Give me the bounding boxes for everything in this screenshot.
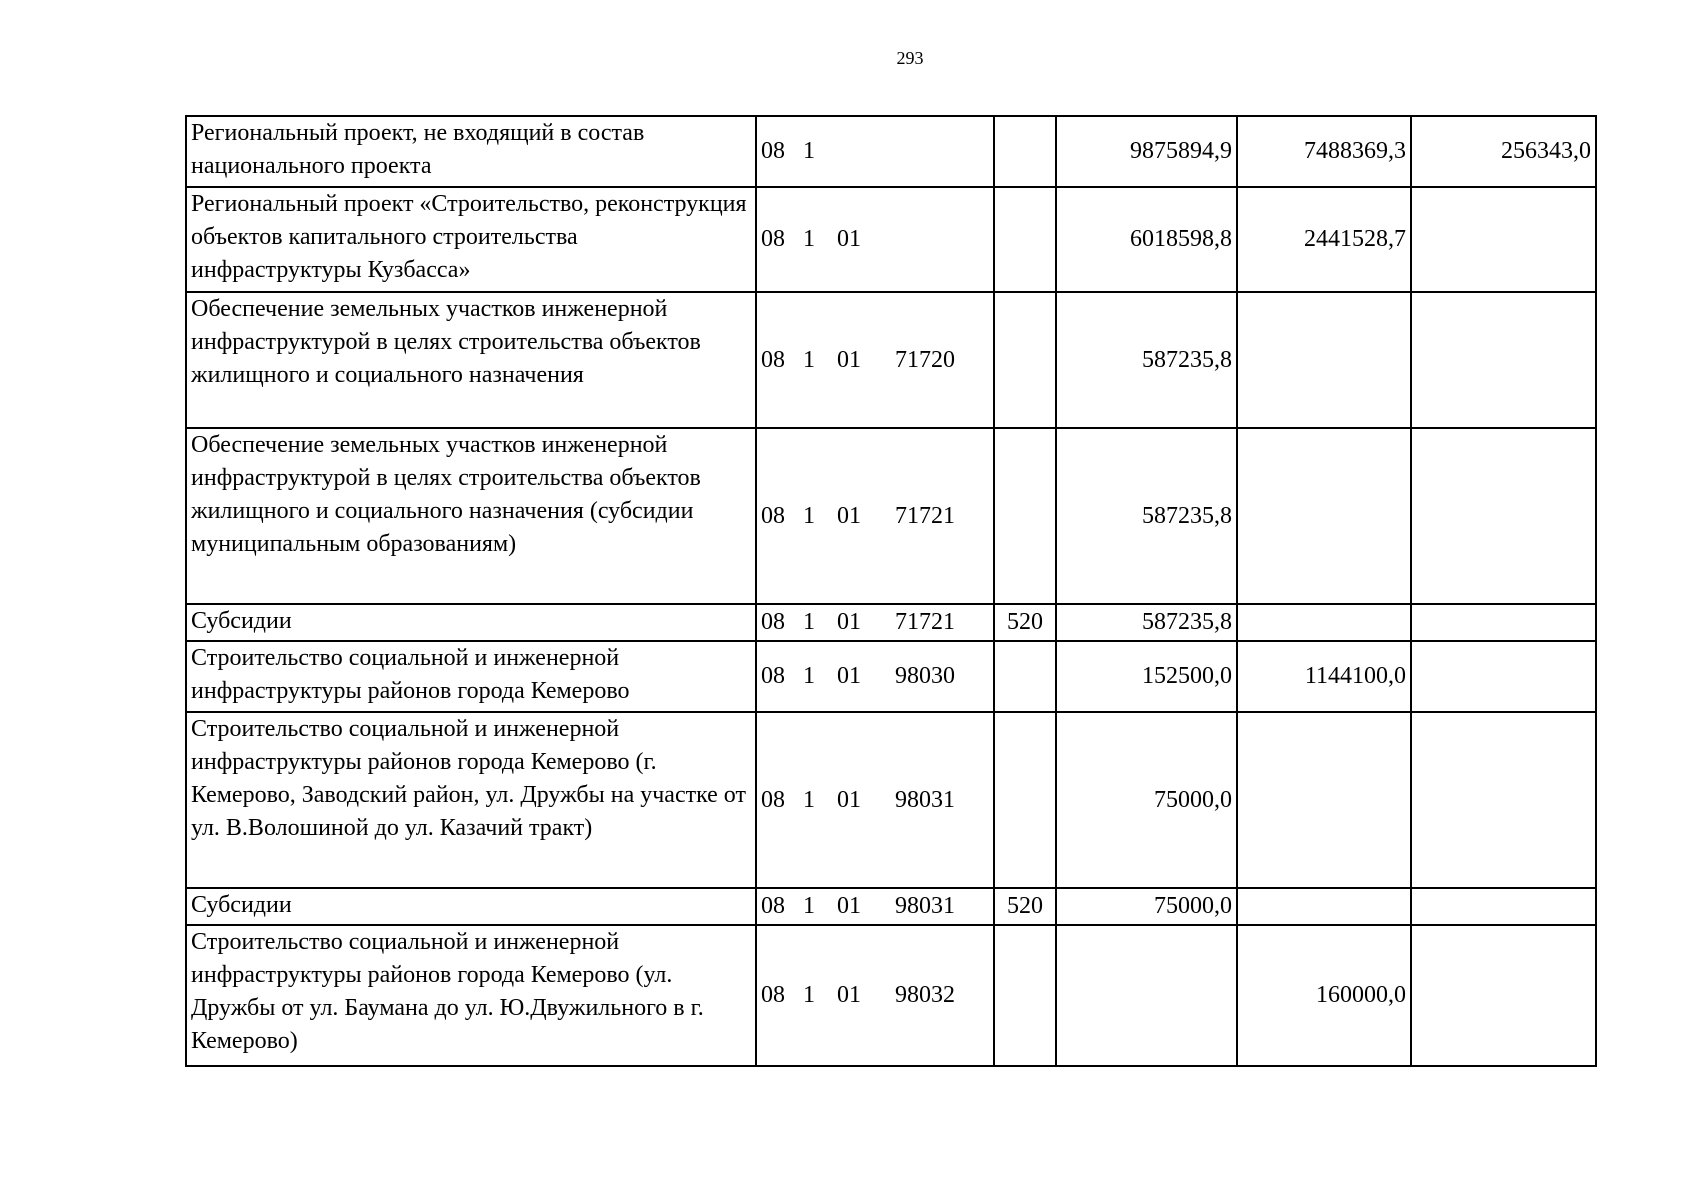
subprogram-code: 1 [803,502,815,529]
sum-year-3 [1411,292,1596,428]
program-code: 08 [761,138,785,164]
program-code: 08 [761,663,785,689]
program-code: 08 [761,346,785,373]
row-code [756,712,994,888]
sum-year-1: 6018598,8 [1056,187,1237,292]
expense-type [994,641,1056,712]
expense-type [994,187,1056,292]
project-code: 01 [837,982,861,1008]
subprogram-code: 1 [803,609,815,635]
program-code: 08 [761,502,785,529]
sum-year-2 [1237,428,1411,604]
expense-type [994,925,1056,1066]
sum-year-1: 587235,8 [1056,428,1237,604]
row-code [756,187,994,292]
subprogram-code: 1 [803,663,815,689]
sum-year-1: 587235,8 [1056,604,1237,641]
sum-year-2 [1237,604,1411,641]
expense-type: 520 [994,604,1056,641]
sum-year-3 [1411,712,1596,888]
direction-code: 98031 [895,893,955,919]
sum-year-3 [1411,428,1596,604]
program-code: 08 [761,786,785,813]
direction-code: 98031 [895,786,955,813]
budget-table-body [186,116,1596,1066]
sum-year-3 [1411,187,1596,292]
sum-year-1: 587235,8 [1056,292,1237,428]
row-name: Строительство социальной и инженерной инфраструктуры районов города Кемерово [186,641,756,712]
sum-year-1: 152500,0 [1056,641,1237,712]
row-name: Субсидии [186,888,756,925]
row-code [756,641,994,712]
table-row [186,428,1596,604]
expense-type [994,712,1056,888]
sum-year-3 [1411,641,1596,712]
sum-year-2: 1144100,0 [1237,641,1411,712]
direction-code: 71721 [895,609,955,635]
sum-year-2: 7488369,3 [1237,116,1411,187]
direction-code: 71720 [895,346,955,373]
expense-type [994,116,1056,187]
row-name: Региональный проект, не входящий в состав национального проекта [186,116,756,187]
subprogram-code: 1 [803,893,815,919]
program-code: 08 [761,982,785,1008]
sum-year-2 [1237,712,1411,888]
project-code: 01 [837,663,861,689]
subprogram-code: 1 [803,982,815,1008]
program-code: 08 [761,609,785,635]
table-row [186,888,1596,925]
table-row [186,712,1596,888]
row-name: Обеспечение земельных участков инженерной инфраструктурой в целях строительства объектов жилищного и социального назначения [186,292,756,428]
table-row [186,925,1596,1066]
row-name: Строительство социальной и инженерной инфраструктуры районов города Кемерово (г. Кемерово, Заводский район, ул. Дружбы на участке от ул. В.Волошиной до ул. Казачий тракт) [186,712,756,888]
program-code: 08 [761,893,785,919]
program-code: 08 [761,226,785,252]
subprogram-code: 1 [803,346,815,373]
subprogram-code: 1 [803,138,815,164]
row-code [756,292,994,428]
table-row [186,292,1596,428]
row-code [756,428,994,604]
expense-type [994,292,1056,428]
sum-year-1: 75000,0 [1056,712,1237,888]
sum-year-2: 2441528,7 [1237,187,1411,292]
page-number: 293 [896,48,924,68]
sum-year-1: 75000,0 [1056,888,1237,925]
sum-year-2: 160000,0 [1237,925,1411,1066]
table-row [186,641,1596,712]
sum-year-3 [1411,604,1596,641]
row-code [756,116,994,187]
direction-code: 71721 [895,502,955,529]
row-code [756,925,994,1066]
sum-year-1: 9875894,9 [1056,116,1237,187]
subprogram-code: 1 [803,226,815,252]
table-row [186,187,1596,292]
direction-code: 98030 [895,663,955,689]
sum-year-1 [1056,925,1237,1066]
row-name: Обеспечение земельных участков инженерной инфраструктурой в целях строительства объектов жилищного и социального назначения (субсидии муниципальным образованиям) [186,428,756,604]
expense-type: 520 [994,888,1056,925]
project-code: 01 [837,893,861,919]
row-name: Строительство социальной и инженерной инфраструктуры районов города Кемерово (ул. Дружбы от ул. Баумана до ул. Ю.Двужильного в г. Кемерово) [186,925,756,1066]
table-row [186,116,1596,187]
sum-year-2 [1237,888,1411,925]
sum-year-3 [1411,888,1596,925]
row-code [756,888,994,925]
expense-type [994,428,1056,604]
budget-table [185,115,1597,1067]
project-code: 01 [837,226,861,252]
subprogram-code: 1 [803,786,815,813]
sum-year-3 [1411,925,1596,1066]
row-name: Субсидии [186,604,756,641]
project-code: 01 [837,346,861,373]
direction-code: 98032 [895,982,955,1008]
table-row [186,604,1596,641]
sum-year-2 [1237,292,1411,428]
sum-year-3: 256343,0 [1411,116,1596,187]
project-code: 01 [837,609,861,635]
project-code: 01 [837,502,861,529]
row-name: Региональный проект «Строительство, реконструкция объектов капитального строительства инфраструктуры Кузбасса» [186,187,756,292]
row-code [756,604,994,641]
project-code: 01 [837,786,861,813]
